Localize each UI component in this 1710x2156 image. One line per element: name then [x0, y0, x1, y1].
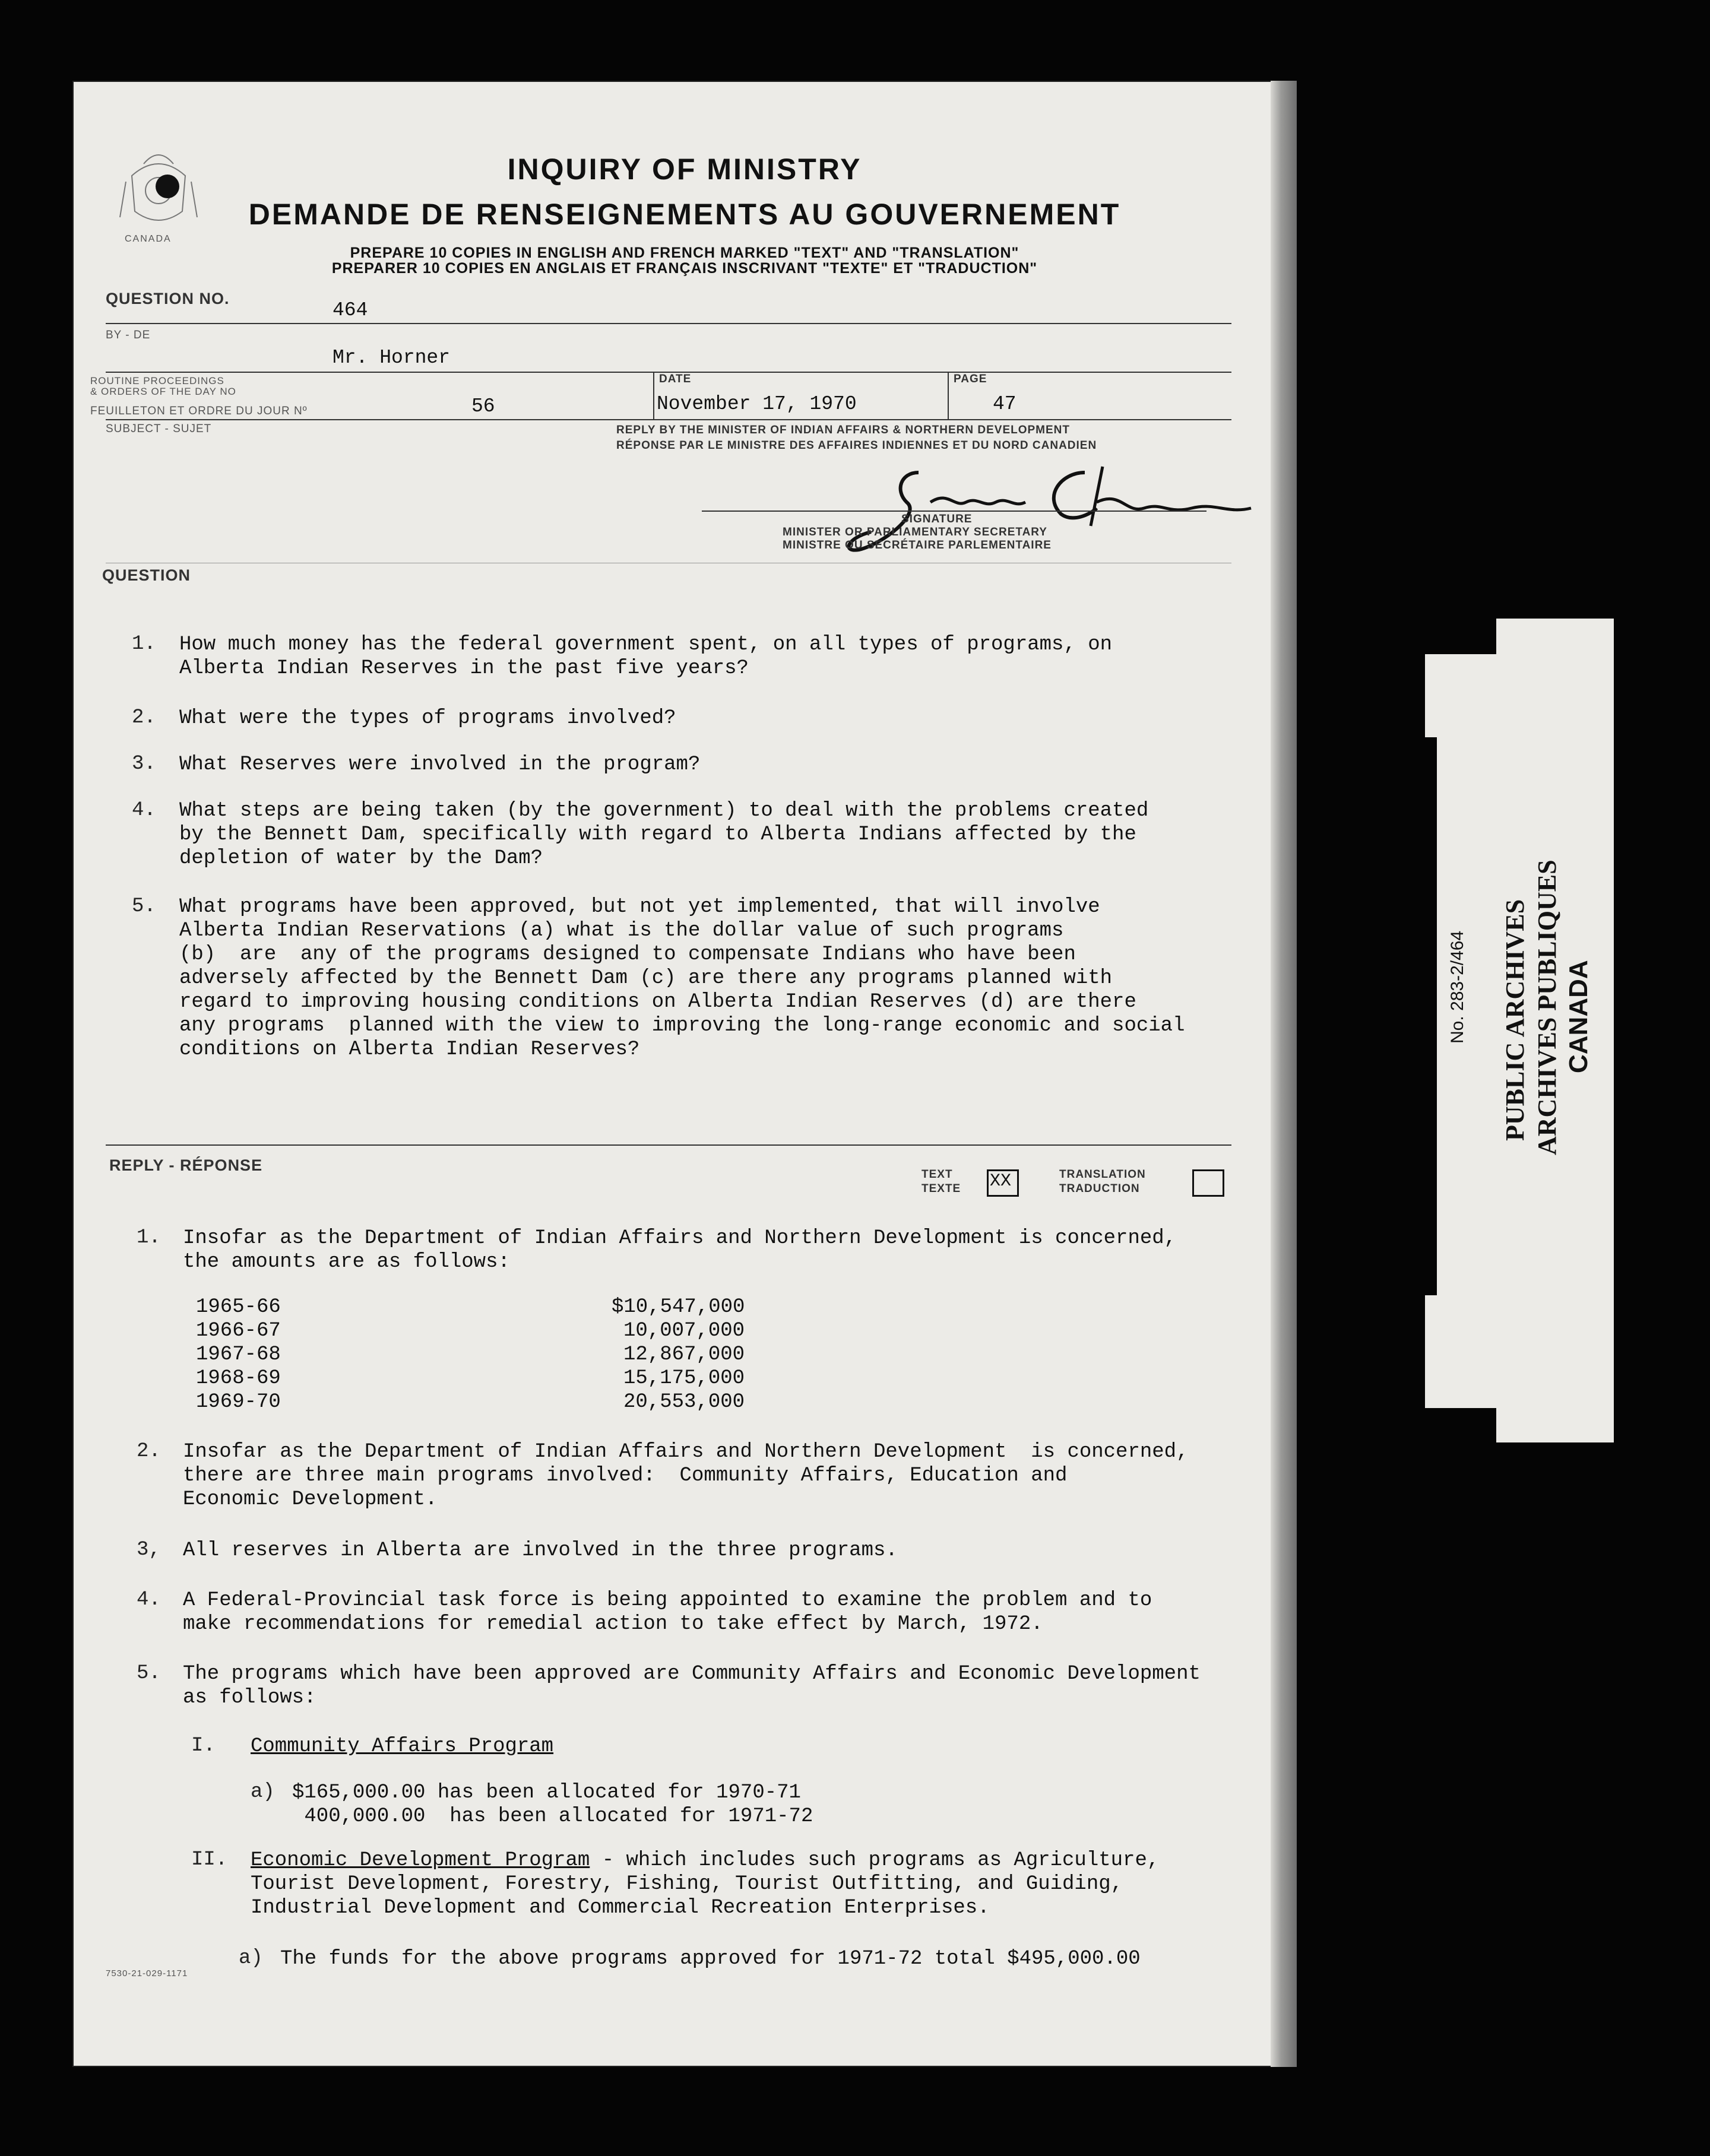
program-2-number: II.: [191, 1849, 228, 1871]
card-notch-bottom: [1425, 1408, 1496, 1442]
reply-1-line-1: Insofar as the Department of Indian Affairs and Northern Development is concerned,: [183, 1227, 1177, 1250]
question-4-line-2: by the Bennett Dam, specifically with regard to Alberta Indians affected by the: [179, 823, 1136, 846]
amount-value-2: 10,007,000: [623, 1320, 745, 1342]
question-4-line-1: What steps are being taken (by the government) to deal with the problems created: [179, 800, 1149, 822]
reply-4-line-2: make recommendations for remedial action to take effect by March, 1972.: [183, 1613, 1043, 1635]
routine-label-3: FEUILLETON ET ORDRE DU JOUR Nº: [90, 405, 308, 417]
form-number: 7530-21-029-1171: [106, 1968, 188, 1979]
page-value: 47: [993, 393, 1016, 415]
question-no-value: 464: [332, 299, 368, 321]
reply-3-number: 3,: [137, 1539, 161, 1561]
instructions-french: PREPARER 10 COPIES EN ANGLAIS ET FRANÇAIS INSCRIVANT "TEXTE" ET "TRADUCTION": [331, 260, 1038, 277]
text-checkbox-mark: XX: [990, 1171, 1012, 1191]
amount-year-1: 1965-66: [196, 1296, 281, 1318]
reply-2-number: 2.: [137, 1440, 161, 1463]
program-2-title: Economic Development Program: [251, 1849, 590, 1872]
by-value: Mr. Horner: [332, 347, 451, 369]
question-1-number: 1.: [132, 633, 156, 655]
archive-stamp-line-2: ARCHIVES PUBLIQUES: [1532, 860, 1562, 1155]
translation-label: TRANSLATION: [1059, 1168, 1146, 1181]
question-5-number: 5.: [132, 895, 156, 918]
amount-year-4: 1968-69: [196, 1367, 281, 1390]
subject-label: SUBJECT - SUJET: [106, 423, 212, 435]
program-2-description-line-2: Tourist Development, Forestry, Fishing, Tourist Outfitting, and Guiding,: [251, 1873, 1123, 1895]
reply-heading: REPLY - RÉPONSE: [109, 1156, 263, 1174]
question-3-number: 3.: [132, 753, 156, 775]
archive-stamp-line-3: CANADA: [1564, 960, 1593, 1073]
question-no-label: QUESTION NO.: [106, 290, 230, 307]
routine-number: 56: [471, 395, 495, 417]
program-2-a-text: The funds for the above programs approved for 1971-72 total $495,000.00: [280, 1948, 1141, 1970]
amount-year-3: 1967-68: [196, 1343, 281, 1366]
crest-country-label: CANADA: [125, 234, 172, 244]
reply-by-english: REPLY BY THE MINISTER OF INDIAN AFFAIRS & NORTHERN DEVELOPMENT: [616, 424, 1071, 436]
reply-2-line-2: there are three main programs involved: Community Affairs, Education and: [183, 1464, 1068, 1487]
program-1-title: Community Affairs Program: [251, 1735, 554, 1758]
amount-year-5: 1969-70: [196, 1391, 281, 1413]
reply-1-number: 1.: [137, 1226, 161, 1249]
amount-value-4: 15,175,000: [623, 1367, 745, 1390]
texte-label: TEXTE: [922, 1182, 961, 1195]
signature-label: SIGNATURE: [901, 513, 973, 525]
title-french: DEMANDE DE RENSEIGNEMENTS AU GOUVERNEMENT: [248, 198, 1121, 231]
card-strip-gap: [1425, 737, 1437, 1295]
program-2-description-line-1: - which includes such programs as Agriculture,: [590, 1849, 1160, 1872]
reply-4-number: 4.: [137, 1589, 161, 1611]
reply-3-line-1: All reserves in Alberta are involved in the three programs.: [183, 1539, 898, 1562]
minister-french: MINISTRE OU SECRÉTAIRE PARLEMENTAIRE: [783, 539, 1052, 551]
date-label: DATE: [659, 373, 692, 385]
card-notch-top: [1425, 619, 1496, 654]
minister-english: MINISTER OR PARLIAMENTARY SECRETARY: [783, 526, 1047, 538]
page-label: PAGE: [954, 373, 987, 385]
reply-4-line-1: A Federal-Provincial task force is being appointed to examine the problem and to: [183, 1589, 1152, 1612]
by-label: BY - DE: [106, 329, 151, 341]
reply-1-line-2: the amounts are as follows:: [183, 1251, 510, 1273]
question-5-line-7: conditions on Alberta Indian Reserves?: [179, 1038, 640, 1061]
question-5-line-3: (b) are any of the programs designed to compensate Indians who have been: [179, 943, 1076, 966]
question-heading: QUESTION: [102, 566, 191, 584]
reply-5-line-1: The programs which have been approved are Community Affairs and Economic Development: [183, 1663, 1201, 1685]
question-1-line-1: How much money has the federal government spent, on all types of programs, on: [179, 633, 1113, 656]
amount-value-5: 20,553,000: [623, 1391, 745, 1413]
program-1-a-line-2: 400,000.00 has been allocated for 1971-72: [292, 1805, 813, 1828]
date-value: November 17, 1970: [657, 393, 857, 415]
reply-by-french: RÉPONSE PAR LE MINISTRE DES AFFAIRES INDIENNES ET DU NORD CANADIEN: [616, 439, 1097, 452]
archive-label-card: [1425, 619, 1614, 1442]
signature-line: [702, 511, 1206, 512]
rule-page-left: [948, 372, 949, 419]
rule-question-no: [106, 323, 1231, 324]
program-2-a-label: a): [239, 1947, 263, 1970]
program-2-title-line: [251, 1849, 1159, 1872]
text-label: TEXT: [922, 1168, 953, 1181]
reply-5-number: 5.: [137, 1662, 161, 1685]
page-edge-shadow: [1271, 81, 1297, 2067]
question-5-line-5: regard to improving housing conditions on Alberta Indian Reserves (d) are there: [179, 991, 1136, 1013]
question-3-line-1: What Reserves were involved in the program?: [179, 753, 701, 776]
routine-label-2: & ORDERS OF THE DAY NO: [90, 386, 236, 397]
routine-label-1: ROUTINE PROCEEDINGS: [90, 375, 224, 386]
title-english: INQUIRY OF MINISTRY: [507, 153, 862, 186]
rule-date-left: [653, 372, 654, 419]
reply-2-line-3: Economic Development.: [183, 1488, 438, 1511]
archive-stamp-line-1: PUBLIC ARCHIVES: [1500, 899, 1530, 1141]
archive-reference-number: No. 283-2/464: [1448, 930, 1467, 1044]
question-5-line-2: Alberta Indian Reservations (a) what is the dollar value of such programs: [179, 920, 1064, 942]
question-5-line-6: any programs planned with the view to improving the long-range economic and social: [179, 1014, 1185, 1037]
reply-5-line-2: as follows:: [183, 1686, 316, 1709]
amount-value-1: $10,547,000: [612, 1296, 745, 1318]
inquiry-form-page: [72, 81, 1297, 2067]
text-checkbox: [987, 1169, 1019, 1197]
reply-2-line-1: Insofar as the Department of Indian Affairs and Northern Development is concerned,: [183, 1441, 1189, 1463]
question-1-line-2: Alberta Indian Reserves in the past five years?: [179, 657, 749, 680]
amount-value-3: 12,867,000: [623, 1343, 745, 1366]
question-5-line-4: adversely affected by the Bennett Dam (c) are there any programs planned with: [179, 967, 1113, 990]
question-4-line-3: depletion of water by the Dam?: [179, 847, 543, 870]
rule-reply: [106, 1144, 1231, 1146]
question-2-line-1: What were the types of programs involved?: [179, 707, 676, 730]
program-1-a-label: a): [251, 1781, 275, 1803]
question-5-line-1: What programs have been approved, but not yet implemented, that will involve: [179, 896, 1100, 918]
instructions-english: PREPARE 10 COPIES IN ENGLISH AND FRENCH MARKED "TEXT" AND "TRANSLATION": [350, 245, 1019, 261]
program-1-a-line-1: $165,000.00 has been allocated for 1970-71: [292, 1781, 801, 1804]
translation-checkbox: [1192, 1169, 1224, 1197]
traduction-label: TRADUCTION: [1059, 1182, 1140, 1195]
program-2-description-line-3: Industrial Development and Commercial Recreation Enterprises.: [251, 1897, 990, 1919]
amount-year-2: 1966-67: [196, 1320, 281, 1342]
program-1-number: I.: [191, 1735, 216, 1757]
question-2-number: 2.: [132, 706, 156, 729]
rule-date-row: [106, 419, 1231, 420]
question-4-number: 4.: [132, 799, 156, 822]
